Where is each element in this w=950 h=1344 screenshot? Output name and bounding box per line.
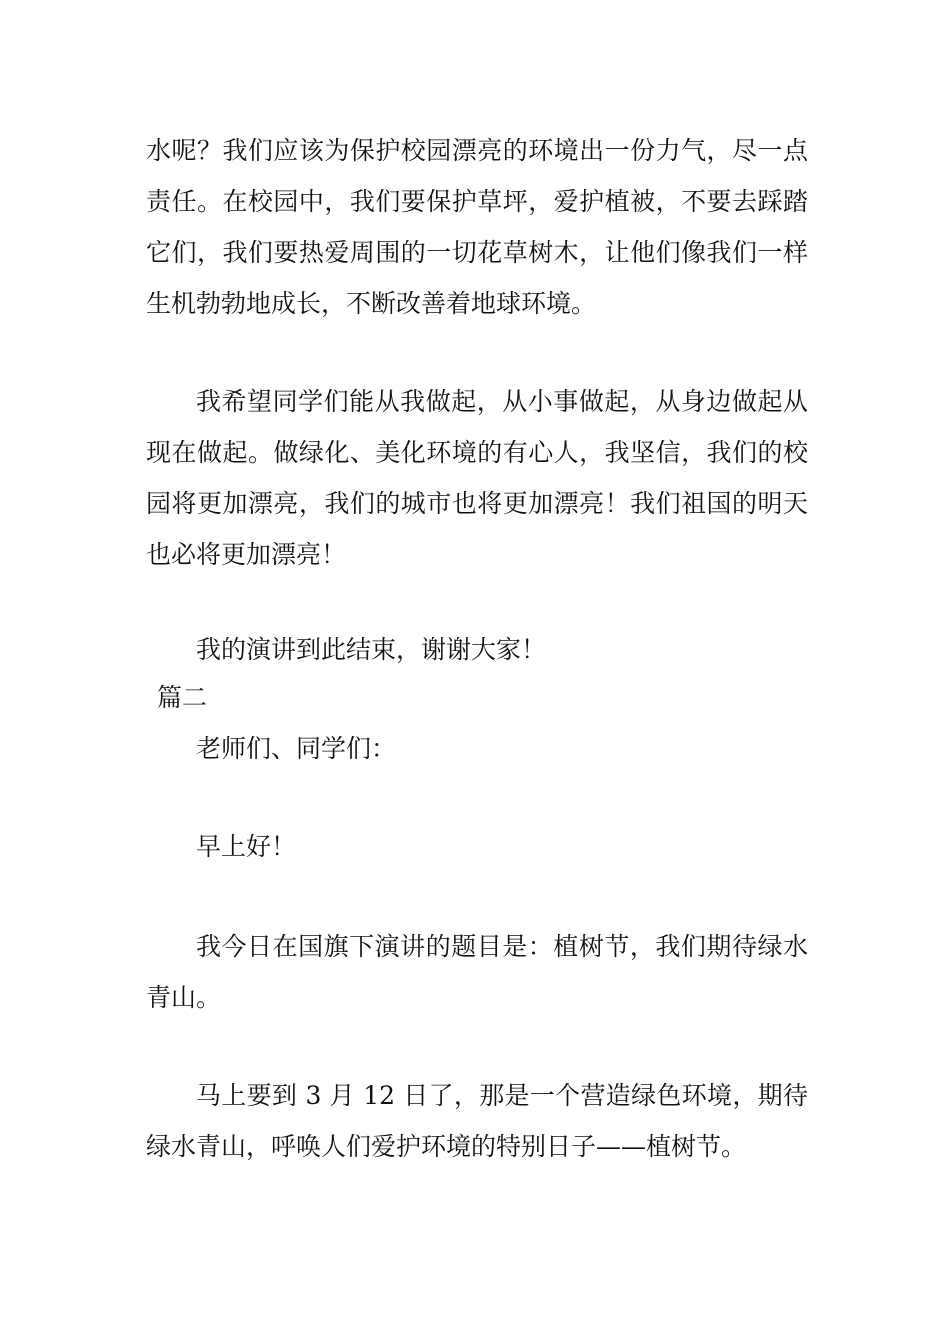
section-heading: 篇二 [157,683,208,712]
paragraph-appeal: 我希望同学们能从我做起，从小事做起，从身边做起从现在做起。做绿化、美化环境的有心人，我坚信，我们的校园将更加漂亮，我们的城市也将更加漂亮！我们祖国的明天也必将更加漂亮！ [146,387,808,569]
paragraph-topic: 我今日在国旗下演讲的题目是：植树节，我们期待绿水青山。 [146,932,808,1012]
paragraph-greeting: 早上好！ [196,832,297,861]
paragraph-closing: 我的演讲到此结束，谢谢大家！ [196,635,547,664]
paragraph-greeting-address: 老师们、同学们： [196,734,397,763]
paragraph-continuation: 水呢？我们应该为保护校园漂亮的环境出一份力气，尽一点责任。在校园中，我们要保护草坪，爱护植被，不要去踩踏它们，我们要热爱周围的一切花草树木，让他们像我们一样生机勃勃地成长，不断改善着地球环境。 [146,136,808,318]
paragraph-arbor-day: 马上要到 3 月 12 日了，那是一个营造绿色环境，期待绿水青山，呼唤人们爱护环境的特别日子——植树节。 [146,1081,808,1161]
